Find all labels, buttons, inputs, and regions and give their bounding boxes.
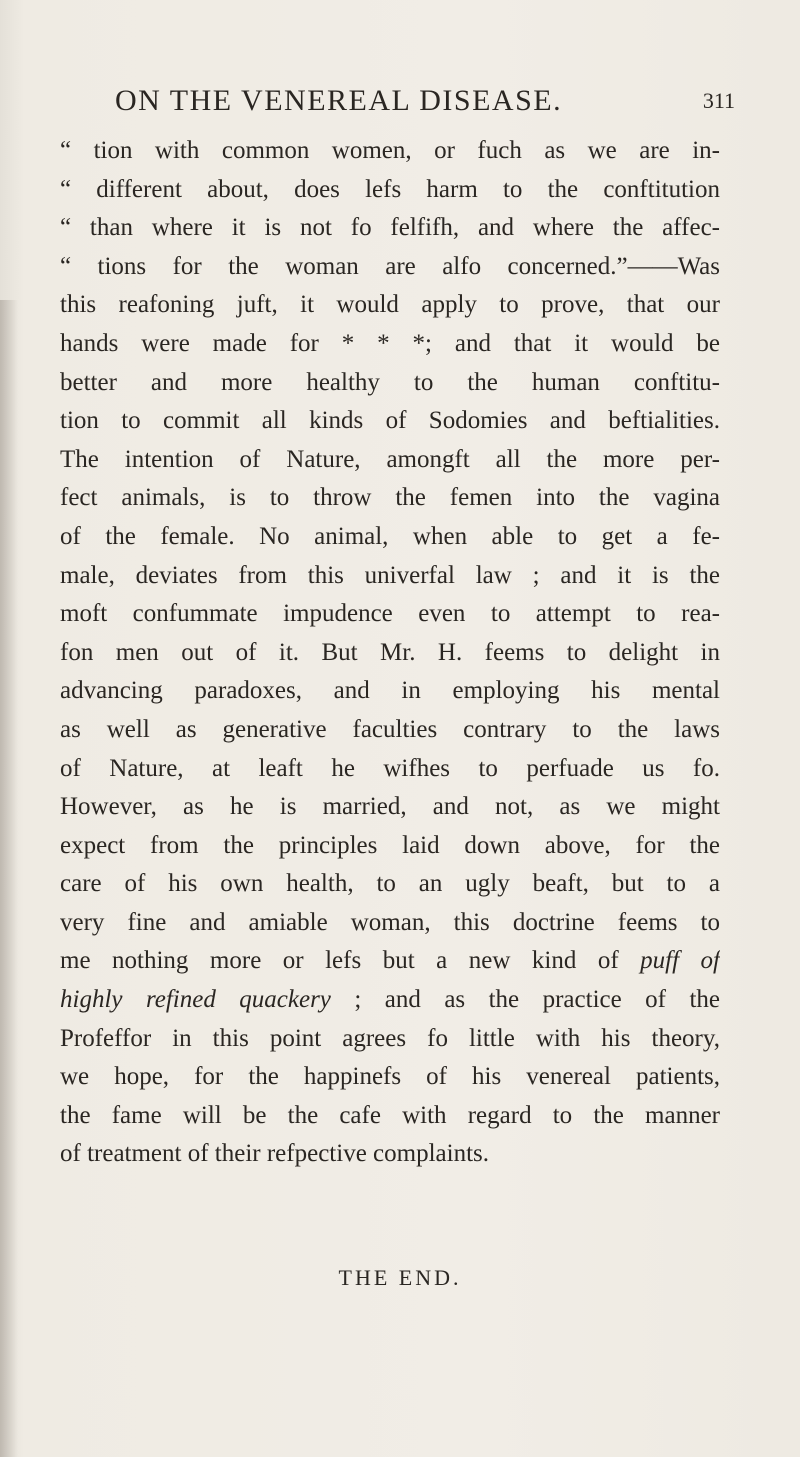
text-line: of Nature, at leaft he wifhes to perfuade us fo. [60,754,720,782]
text-line: fect animals, is to throw the femen into the vagina [60,484,720,512]
text-line: hands were made for * * *; and that it would be [60,329,720,357]
running-head [115,84,735,124]
text-line: as well as generative faculties contrary to the laws [60,715,720,743]
text-line: “ than where it is not fo felfifh, and where the affec- [60,214,720,242]
text-line [60,981,720,1020]
text-line: expect from the principles laid down above, for the [60,831,720,859]
text-line: of the female. No animal, when able to get a fe- [60,522,720,550]
text-line: very fine and amiable woman, this doctrine feems to [60,908,720,936]
text-segment: me nothing more or lefs but a new kind of [60,947,619,975]
italic-phrase: puff of [640,947,720,975]
text-segment: ; and as the practice of the [354,986,720,1014]
the-end-label: THE END. [338,1265,462,1290]
text-line: this reafoning juft, it would apply to prove, that our [60,291,720,319]
text-line: advancing paradoxes, and in employing his mental [60,677,720,705]
text-line: “ tion with common women, or fuch as we are in- [60,137,720,164]
text-line: male, deviates from this univerfal law ; and it is the [60,561,720,589]
text-line: The intention of Nature, amongft all the more per- [60,445,720,473]
italic-phrase: highly refined quackery [60,986,331,1014]
text-line: the fame will be the cafe with regard to the manner [60,1101,720,1129]
text-line: better and more healthy to the human conftitu- [60,368,720,396]
running-title: ON THE VENEREAL DISEASE. [115,84,563,117]
text-line: “ tions for the woman are alfo concerned.”——Was [60,252,720,280]
text-line: moft confummate impudence even to attempt to rea- [60,600,720,628]
text-line: fon men out of it. But Mr. H. feems to delight in [60,638,720,666]
text-line: Profeffor in this point agrees fo little with his theory, [60,1024,720,1052]
text-line: “ different about, does lefs harm to the conftitution [60,175,720,203]
text-line [60,942,720,981]
text-line: However, as he is married, and not, as we might [60,793,720,821]
body-text [60,132,720,1174]
text-line: we hope, for the happinefs of his venereal patients, [60,1063,720,1091]
page-number: 311 [702,88,735,113]
text-line: tion to commit all kinds of Sodomies and beftialities. [60,407,720,435]
text-line: of treatment of their refpective complaints. [60,1140,489,1168]
text-line: care of his own health, to an ugly beaft, but to a [60,870,720,898]
